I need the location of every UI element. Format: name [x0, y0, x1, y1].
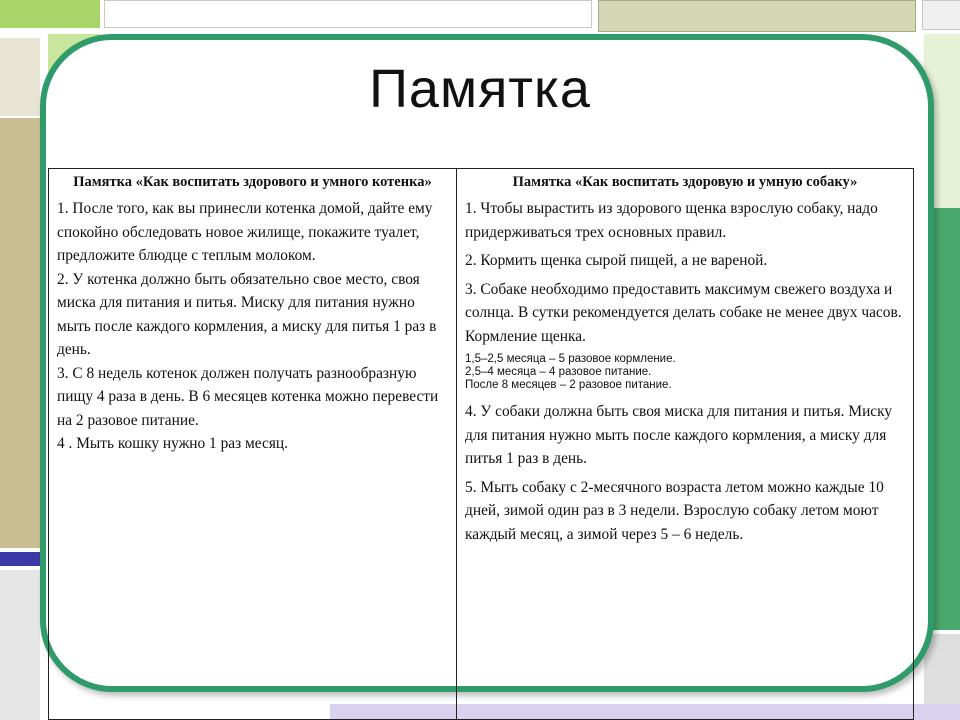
deco-olive-block-top-right [598, 0, 916, 32]
feeding-line-1: 1,5–2,5 месяца – 5 разовое кормление. [465, 353, 676, 365]
kitten-paragraph-4: 4 . Мыть кошку нужно 1 раз месяц. [57, 435, 288, 452]
dog-paragraph-1: 1. Чтобы вырастить из здорового щенка взрослую собаку, надо придерживаться трех основных правил. [465, 200, 878, 241]
kitten-column [49, 169, 457, 720]
deco-grey-block-bottom-left [0, 570, 40, 720]
feeding-line-2: 2,5–4 месяца – 4 разовое питание. [465, 366, 652, 378]
dog-feeding-schedule [465, 353, 905, 392]
memo-table-row [49, 169, 914, 720]
deco-blue-bar-left [0, 552, 44, 566]
deco-grey-block-top-right [922, 0, 960, 30]
dog-paragraph-2: 2. Кормить щенка сырой пищей, а не вареной. [465, 252, 768, 269]
kitten-paragraph-3: 3. С 8 недель котенок должен получать разнообразную пищу 4 раза в день. В 6 месяцев котенка можно перевести на 2 разовое питание. [57, 364, 439, 429]
feeding-line-3: После 8 месяцев – 2 разовое питание. [465, 379, 672, 391]
deco-green-block-top-left [0, 0, 100, 28]
memo-table [48, 168, 914, 720]
deco-white-block-top [104, 0, 592, 28]
dog-column [457, 169, 914, 720]
kitten-heading: Памятка «Как воспитать здорового и умного котенка» [73, 174, 432, 190]
dog-paragraph-5: 5. Мыть собаку с 2-месячного возраста летом можно каждые 10 дней, зимой один раз в 3 недели. Взрослую собаку летом моют каждый месяц, а зимой через 5 – 6 недель. [465, 478, 884, 543]
kitten-paragraph-1: 1. После того, как вы принесли котенка домой, дайте ему спокойно обследовать новое жилище, покажите туалет, предложите блюдце с теплым молоком. [57, 200, 433, 264]
dog-paragraph-4: 4. У собаки должна быть своя миска для питания и питья. Миску для питания нужно мыть после каждого кормления, а миску для питья 1 раз в день. [465, 403, 893, 467]
slide-title: Памятка [369, 59, 591, 119]
deco-beige-block-left [0, 118, 40, 548]
dog-paragraph-3: 3. Собаке необходимо предоставить максимум свежего воздуха и солнца. В сутки рекомендуется делать собаке не менее двух часов. Кормление щенка. [465, 280, 902, 345]
dog-heading: Памятка «Как воспитать здоровую и умную собаку» [512, 174, 858, 190]
kitten-paragraph-2: 2. У котенка должно быть обязательно свое место, своя миска для питания и питья. Миску для питания нужно мыть после каждого кормления, а миску для питья 1 раз в день. [57, 270, 437, 358]
